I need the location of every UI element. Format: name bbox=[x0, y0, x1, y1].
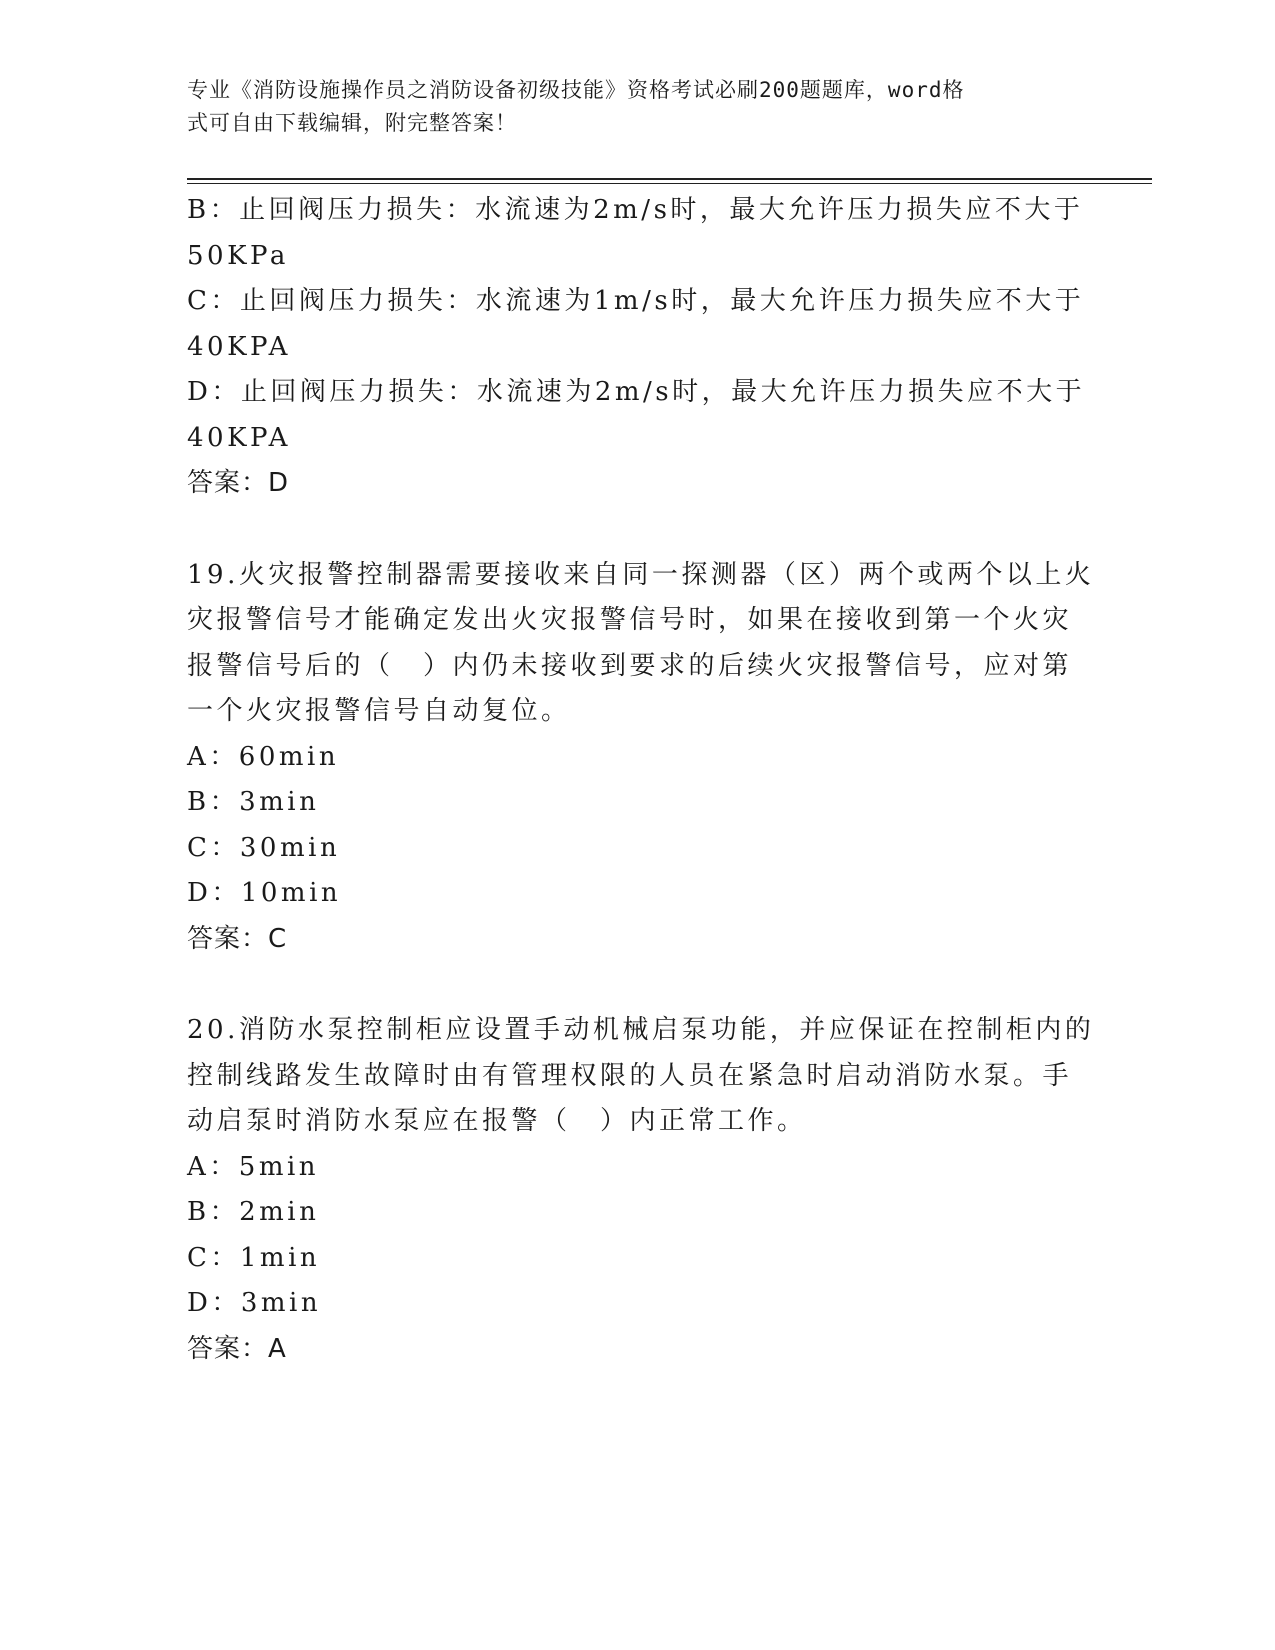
question-19-block bbox=[187, 553, 1095, 963]
q19-question-line-1: 19.火灾报警控制器需要接收来自同一探测器（区）两个或两个以上火 bbox=[187, 559, 1095, 590]
q20-question-line-3: 动启泵时消防水泵应在报警（ ）内正常工作。 bbox=[187, 1106, 807, 1136]
q20-answer: 答案：A bbox=[187, 1333, 287, 1364]
q20-question-line-1: 20.消防水泵控制柜应设置手动机械启泵功能，并应保证在控制柜内的 bbox=[187, 1015, 1095, 1045]
q18-option-b-line-1: B：止回阀压力损失：水流速为2m/s时，最大允许压力损失应不大于 bbox=[187, 195, 1084, 225]
document-body bbox=[187, 188, 1095, 1372]
spacer bbox=[187, 507, 1087, 553]
q18-option-d-line-2: 40KPA bbox=[187, 422, 291, 453]
q20-option-d: D：3min bbox=[187, 1288, 322, 1318]
q20-option-c: C：1min bbox=[187, 1242, 321, 1273]
question-20-block bbox=[187, 1008, 1095, 1372]
q19-option-d: D：10min bbox=[187, 878, 342, 908]
q19-question-line-3: 报警信号后的（ ）内仍未接收到要求的后续火灾报警信号，应对第 bbox=[187, 650, 1073, 681]
spacer bbox=[187, 962, 1087, 1008]
page-header bbox=[187, 74, 1067, 140]
q19-option-b: B：3min bbox=[187, 787, 320, 817]
q20-option-b: B：2min bbox=[187, 1197, 320, 1227]
q19-option-a: A：60min bbox=[187, 741, 340, 772]
q18-option-b-line-2: 50KPa bbox=[187, 240, 289, 271]
q19-question-line-2: 灾报警信号才能确定发出火灾报警信号时，如果在接收到第一个火灾 bbox=[187, 605, 1073, 635]
header-divider-thick bbox=[187, 178, 1152, 180]
q19-question-line-4: 一个火灾报警信号自动复位。 bbox=[187, 696, 571, 726]
header-line-2: 式可自由下载编辑，附完整答案！ bbox=[187, 111, 517, 135]
q19-answer: 答案：C bbox=[187, 923, 288, 954]
q18-option-c-line-2: 40KPA bbox=[187, 331, 291, 362]
q20-option-a: A：5min bbox=[187, 1151, 320, 1182]
header-line-1: 专业《消防设施操作员之消防设备初级技能》资格考试必刷200题题库，word格 bbox=[187, 78, 965, 102]
q18-option-d-line-1: D：止回阀压力损失：水流速为2m/s时，最大允许压力损失应不大于 bbox=[187, 377, 1086, 407]
header-divider-thin bbox=[187, 183, 1152, 184]
q19-option-c: C：30min bbox=[187, 832, 341, 863]
q18-answer: 答案：D bbox=[187, 468, 290, 498]
question-18-block bbox=[187, 188, 1087, 507]
q20-question-line-2: 控制线路发生故障时由有管理权限的人员在紧急时启动消防水泵。手 bbox=[187, 1060, 1073, 1091]
q18-option-c-line-1: C：止回阀压力损失：水流速为1m/s时，最大允许压力损失应不大于 bbox=[187, 286, 1085, 316]
